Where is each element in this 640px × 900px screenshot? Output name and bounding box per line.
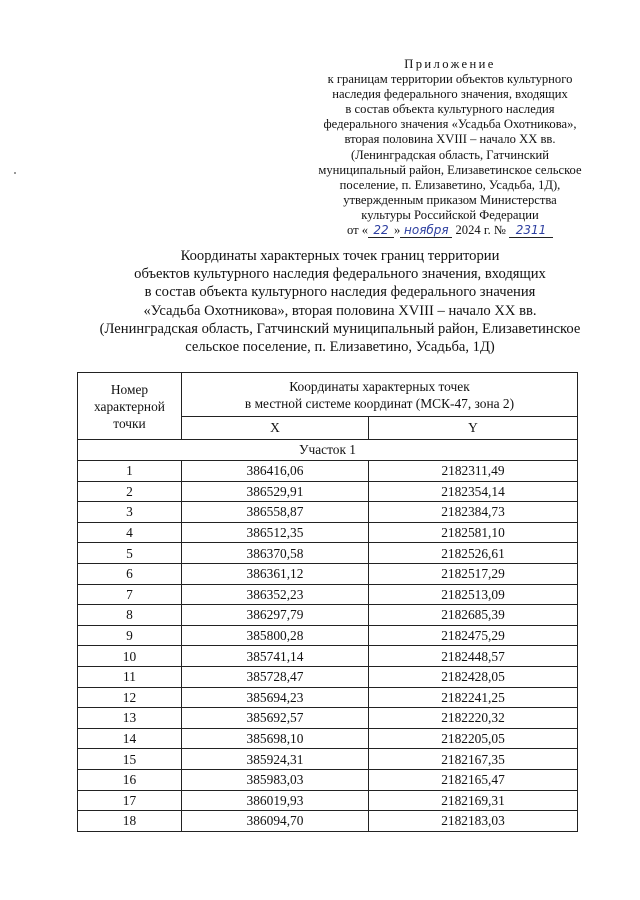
document-title [70,247,610,356]
point-number-cell: 7 [78,584,182,605]
table-row [78,769,578,790]
order-line [300,223,600,238]
title-line: Координаты характерных точек границ территории [180,248,500,264]
order-year: 2024 г. № [455,223,506,238]
y-coordinate-cell: 2182311,49 [369,461,578,482]
x-coordinate-cell: 385692,57 [182,708,369,729]
y-coordinate-cell: 2182428,05 [369,666,578,687]
table-row [78,522,578,543]
point-number-header: Номер характерной точки [78,373,182,440]
title-line: в состав объекта культурного наследия федерального значения [144,284,536,301]
point-number-cell: 16 [78,769,182,790]
x-column-header: X [182,417,369,440]
x-coordinate-cell: 386370,58 [182,543,369,564]
point-number-cell: 9 [78,625,182,646]
coordinates-header: Координаты характерных точек в местной системе координат (МСК-47, зона 2) [182,373,578,417]
x-coordinate-cell: 386558,87 [182,502,369,523]
appendix-line: муниципальный район, Елизаветинское сельское [318,162,582,177]
appendix-line: наследия федерального значения, входящих [332,87,568,102]
appendix-title: Приложение [404,57,496,71]
order-number-handwritten: 2311 [509,224,553,238]
point-number-cell: 6 [78,563,182,584]
x-coordinate-cell: 386019,93 [182,790,369,811]
point-number-cell: 4 [78,522,182,543]
x-coordinate-cell: 385800,28 [182,625,369,646]
point-number-cell: 13 [78,708,182,729]
appendix-line: культуры Российской Федерации [361,207,539,222]
y-coordinate-cell: 2182581,10 [369,522,578,543]
x-coordinate-cell: 385741,14 [182,646,369,667]
y-coordinate-cell: 2182205,05 [369,728,578,749]
x-coordinate-cell: 386529,91 [182,481,369,502]
scan-speck [14,172,16,174]
y-coordinate-cell: 2182354,14 [369,481,578,502]
point-number-cell: 17 [78,790,182,811]
table-row [78,646,578,667]
table-row [78,749,578,770]
appendix-line: (Ленинградская область, Гатчинский [350,147,550,162]
order-day-suffix: » [394,223,401,238]
y-coordinate-cell: 2182513,09 [369,584,578,605]
point-number-cell: 2 [78,481,182,502]
x-coordinate-cell: 385924,31 [182,749,369,770]
point-number-cell: 5 [78,543,182,564]
section-header: Участок 1 [78,440,578,461]
appendix-line: в состав объекта культурного наследия [345,102,555,117]
y-coordinate-cell: 2182448,57 [369,646,578,667]
appendix-line: поселение, п. Елизаветино, Усадьба, 1Д), [339,177,561,192]
x-coordinate-cell: 385694,23 [182,687,369,708]
table-body [78,461,578,832]
appendix-line: утвержденным приказом Министерства [343,192,557,207]
x-coordinate-cell: 386361,12 [182,563,369,584]
title-line: сельское поселение, п. Елизаветино, Усадьба, 1Д) [185,339,495,356]
x-coordinate-cell: 386512,35 [182,522,369,543]
table-row [78,811,578,832]
table-row [78,605,578,626]
table-row [78,666,578,687]
coordinates-table [77,372,578,832]
x-coordinate-cell: 386094,70 [182,811,369,832]
table-row [78,708,578,729]
y-coordinate-cell: 2182167,35 [369,749,578,770]
table-row [78,543,578,564]
table-row [78,461,578,482]
order-month-handwritten: ноября [400,224,452,238]
y-coordinate-cell: 2182165,47 [369,769,578,790]
y-coordinate-cell: 2182169,31 [369,790,578,811]
y-coordinate-cell: 2182384,73 [369,502,578,523]
y-coordinate-cell: 2182685,39 [369,605,578,626]
y-coordinate-cell: 2182183,03 [369,811,578,832]
point-number-cell: 18 [78,811,182,832]
point-number-cell: 11 [78,666,182,687]
table-row [78,584,578,605]
point-number-cell: 14 [78,728,182,749]
table-row [78,790,578,811]
y-coordinate-cell: 2182475,29 [369,625,578,646]
x-coordinate-cell: 386352,23 [182,584,369,605]
appendix-line: к границам территории объектов культурного [327,72,573,87]
point-number-cell: 1 [78,461,182,482]
x-coordinate-cell: 386297,79 [182,605,369,626]
point-number-cell: 3 [78,502,182,523]
table-row [78,563,578,584]
appendix-line: вторая половина XVIII – начало XX вв. [344,132,556,147]
table-row [78,481,578,502]
title-line: (Ленинградская область, Гатчинский муниципальный район, Елизаветинское [99,320,581,337]
order-prefix: от « [346,223,369,238]
point-number-cell: 15 [78,749,182,770]
x-coordinate-cell: 385983,03 [182,769,369,790]
order-day-handwritten: 22 [368,224,394,238]
appendix-line: федерального значения «Усадьба Охотникова», [323,117,577,132]
y-coordinate-cell: 2182517,29 [369,563,578,584]
y-coordinate-cell: 2182220,32 [369,708,578,729]
table-row [78,625,578,646]
table-row [78,728,578,749]
y-coordinate-cell: 2182241,25 [369,687,578,708]
title-line: объектов культурного наследия федерального значения, входящих [134,266,546,283]
point-number-cell: 8 [78,605,182,626]
title-line: «Усадьба Охотникова», вторая половина XVIII – начало XX вв. [143,302,537,319]
point-number-cell: 12 [78,687,182,708]
x-coordinate-cell: 385728,47 [182,666,369,687]
appendix-block [300,57,600,238]
y-coordinate-cell: 2182526,61 [369,543,578,564]
x-coordinate-cell: 386416,06 [182,461,369,482]
point-number-cell: 10 [78,646,182,667]
table-row [78,687,578,708]
x-coordinate-cell: 385698,10 [182,728,369,749]
y-column-header: Y [369,417,578,440]
table-row [78,502,578,523]
